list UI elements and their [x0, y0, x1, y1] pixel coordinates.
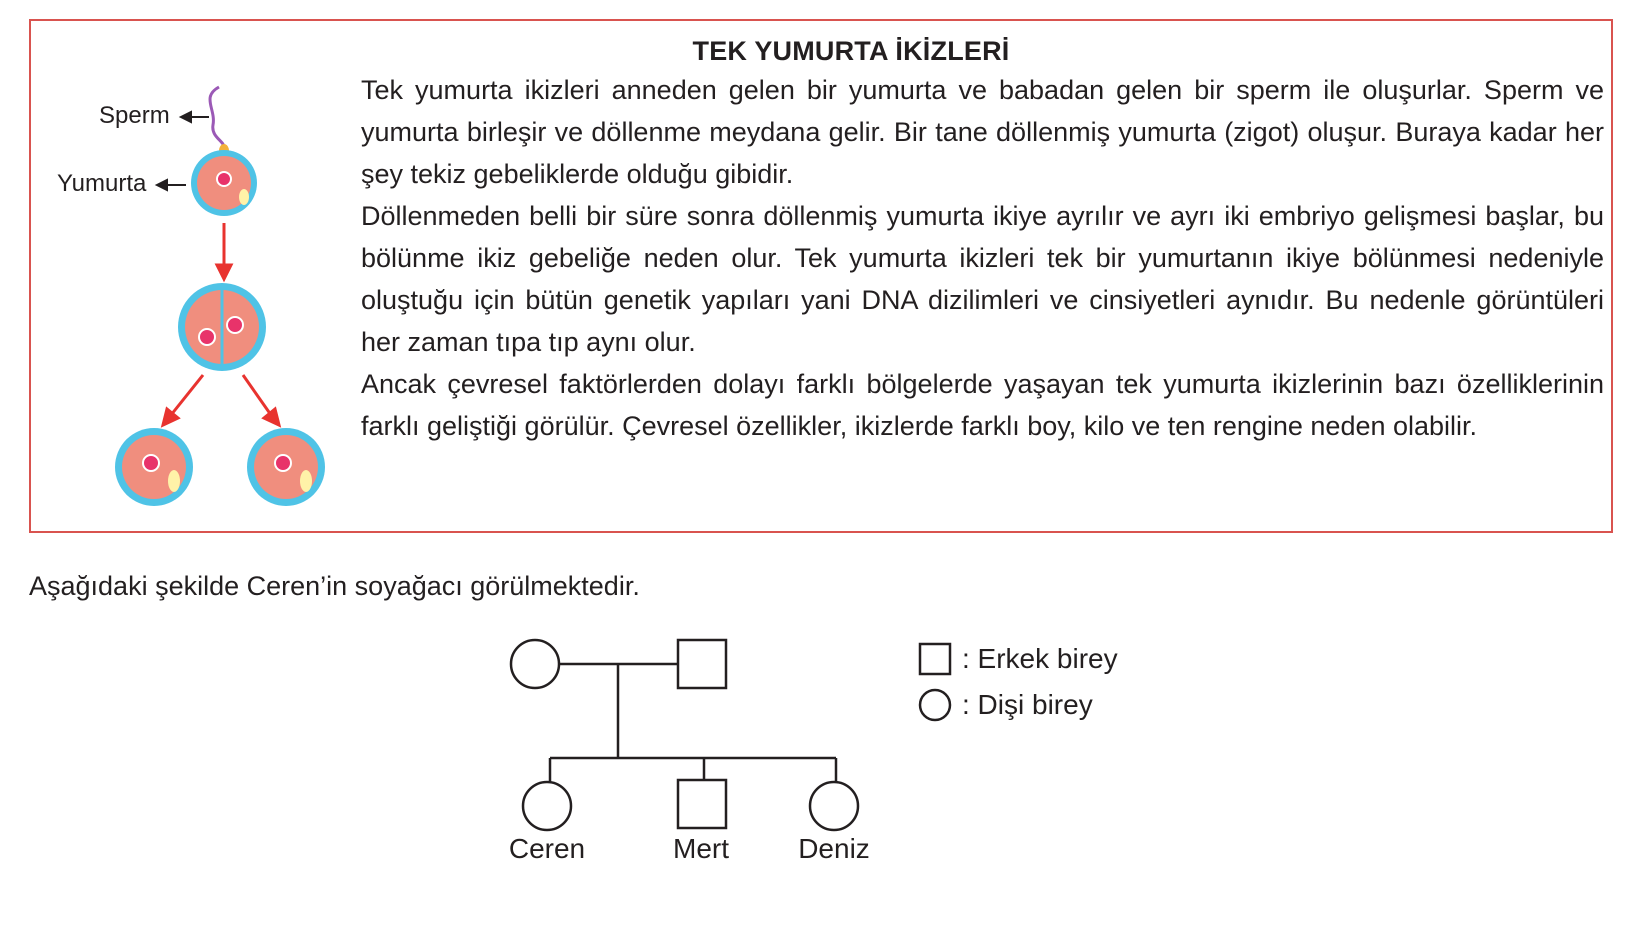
pedigree-intro-text: Aşağıdaki şekilde Ceren’in soyağacı görülmektedir.	[29, 571, 640, 601]
twin-embryo-right-icon	[247, 428, 325, 506]
pedigree-legend	[918, 636, 1118, 728]
legend-male	[918, 636, 1118, 682]
child-name-mert: Mert	[673, 833, 729, 864]
father-symbol	[678, 640, 726, 688]
male-square-icon	[918, 642, 952, 676]
twin-arrow-right	[243, 375, 279, 425]
info-box-text	[361, 69, 1604, 447]
sperm-label: Sperm	[99, 102, 170, 129]
deniz-symbol	[810, 782, 858, 830]
mother-symbol	[511, 640, 559, 688]
info-box-title: TEK YUMURTA İKİZLERİ	[692, 36, 1010, 66]
division-arrow	[217, 223, 231, 279]
fertilized-egg-icon	[191, 150, 257, 216]
sperm-icon	[210, 87, 229, 158]
egg-pointer-arrow	[157, 180, 186, 190]
egg-label: Yumurta	[57, 170, 147, 197]
legend-female	[918, 682, 1118, 728]
female-circle-icon	[918, 688, 952, 722]
twin-formation-illustration	[41, 41, 361, 526]
legend-female-label: : Dişi birey	[962, 689, 1093, 720]
legend-male-label: : Erkek birey	[962, 643, 1118, 674]
info-box	[29, 19, 1613, 533]
paragraph-1: Tek yumurta ikizleri anneden gelen bir yumurta ve babadan gelen bir sperm ile oluşurlar. Sperm ve yumurta birleşir ve döllenme meydana gelir. Bir tane döllenmiş yumurta (zigot) oluşur. Buraya kadar her şey tekiz gebeliklerde olduğu gibidir.	[361, 75, 1604, 189]
twin-formation-diagram	[41, 41, 361, 521]
paragraph-3: Ancak çevresel faktörlerden dolayı farklı bölgelerde yaşayan tek yumurta ikizlerinin bazı özelliklerinin farklı geliştiği görülür. Çevresel özellikler, ikizlerde farklı boy, kilo ve ten rengine neden olabilir.	[361, 369, 1604, 441]
sperm-pointer-arrow	[181, 112, 209, 122]
paragraph-2: Döllenmeden belli bir süre sonra döllenmiş yumurta ikiye ayrılır ve ayrı iki embriyo gelişmesi başlar, bu bölünme ikiz gebeliğe neden olur. Tek yumurta ikizleri tek bir yumurtanın ikiye bölünmesi nedeniyle oluştuğu için bütün genetik yapıları yani DNA dizilimleri ve cinsiyetleri aynıdır. Bu nedenle görüntüleri her zaman tıpa tıp aynı olur.	[361, 201, 1604, 357]
mert-symbol	[678, 780, 726, 828]
twin-embryo-left-icon	[115, 428, 193, 506]
ceren-symbol	[523, 782, 571, 830]
child-name-ceren: Ceren	[508, 833, 586, 864]
dividing-egg-icon	[178, 283, 266, 371]
twin-arrow-left	[163, 375, 203, 425]
child-name-deniz: Deniz	[798, 833, 870, 864]
